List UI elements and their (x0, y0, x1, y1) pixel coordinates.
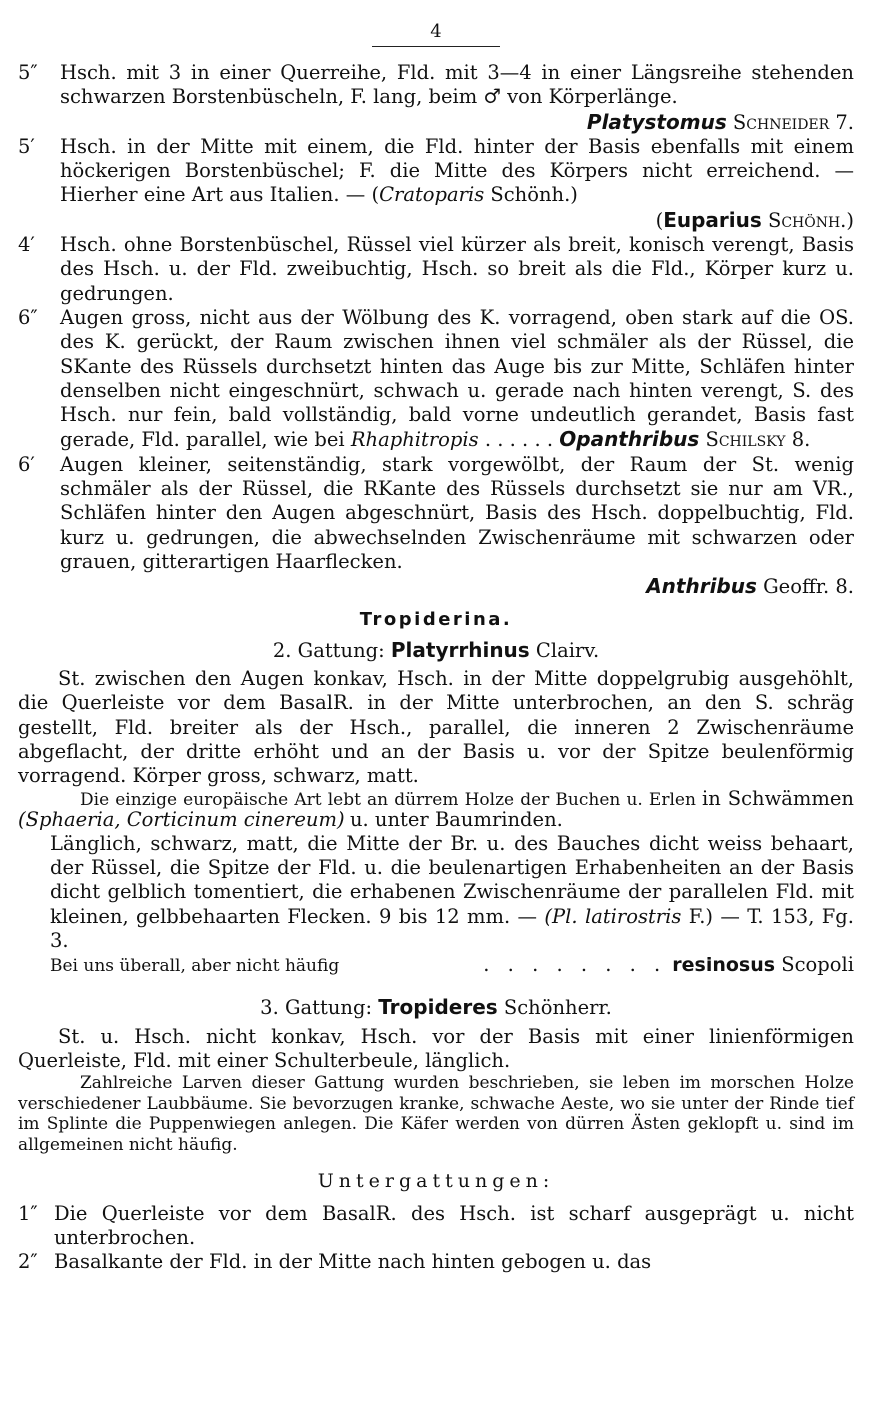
tribe-heading: Tropiderina. (359, 608, 513, 630)
header-rule (372, 46, 500, 47)
gattung-author: Schönherr. (503, 996, 612, 1020)
key-entry-5b (18, 135, 854, 208)
gattung-author: Clairv. (535, 638, 600, 662)
key-text: Augen gross, nicht aus der Wölbung des K. vorragend, oben stark auf die OS. des K. gerückt, der Raum zwischen ihnen viel schmäler als der Rüssel, die SKante des Rüssels durchsetzt hinten das Auge bis zur Mitte, Schläfen hinter denselben nicht eingeschnürt, schwach u. gerade nach hinten verengt, S. des Hsch. nur fein, bald vollständig, bald vorne undeutlich gerandet, Basis fast gerade, Fld. parallel, wie bei (60, 305, 854, 452)
key-entry-4b (18, 233, 854, 306)
subgenus-entry-2 (18, 1250, 854, 1274)
key-text: Die Querleiste vor dem BasalR. des Hsch. ist scharf ausgeprägt u. nicht unterbrochen. (54, 1201, 854, 1249)
note-cont2: u. unter Baumrinden. (349, 808, 563, 832)
key-text: Hsch. mit 3 in einer Querreihe, Fld. mit 3—4 in einer Längsreihe stehenden schwarzen Borstenbüscheln, F. lang, beim ♂ von Körperlänge. (60, 61, 854, 109)
gattung-name: Tropideres (378, 995, 498, 1020)
key-number: 5″ (18, 61, 38, 84)
key-number: 1″ (18, 1201, 38, 1225)
genus-name: Platystomus (586, 109, 727, 134)
genus-name: Euparius (663, 207, 762, 232)
note-cont: in Schwämmen (702, 786, 854, 810)
gattung-label: 3. Gattung: (260, 996, 373, 1020)
gattung-label: 2. Gattung: (272, 638, 385, 662)
key-number: 6″ (18, 305, 38, 329)
key-text: Basalkante der Fld. in der Mitte nach hinten gebogen u. das (54, 1250, 652, 1274)
genus-heading-platyrrhinus (18, 638, 854, 663)
key-text: Augen kleiner, seitenständig, stark vorgewölbt, der Raum der St. wenig schmäler als der Rüssel, die RKante des Rüssels durchsetzt sie nur am VR., Schläfen hinter den Augen abgeschnürt, Basis des Hsch. doppelbuchtig, Fld. kurz u. gedrungen, die abwechselnden Zwischenräume mit schwarzen oder grauen, gitterartigen Haarflecken. (60, 452, 854, 573)
key-entry-6b (18, 453, 854, 574)
compare-genus: Rhaphitropis (350, 428, 479, 452)
genus-ref: 8. (791, 428, 811, 452)
genus-name: Opanthribus (559, 427, 700, 452)
synonym-name: Cratoparis (379, 183, 485, 207)
subgenus-entry-1 (18, 1202, 854, 1251)
genus-description: St. u. Hsch. nicht konkav, Hsch. vor der Basis mit einer linienförmigen Querleiste, Fld. mit einer Schulterbeule, länglich. (18, 1024, 854, 1072)
key-number: 4′ (18, 233, 35, 257)
genus-author: Schilsky (705, 428, 786, 452)
synonym-author: Schönh.) (490, 183, 578, 207)
leader-dots: . . . . . . . . (483, 953, 667, 977)
note-hosts: (Sphaeria, Corticinum cinereum) (18, 808, 345, 832)
genus-ref: 7. (835, 110, 854, 134)
key-number: 2″ (18, 1250, 38, 1274)
genus-line-platystomus (18, 110, 854, 135)
key-entry-6a (18, 306, 854, 453)
gattung-name: Platyrrhinus (390, 637, 530, 662)
key-number: 6′ (18, 452, 35, 476)
species-synonym: (Pl. latirostris (544, 904, 682, 928)
species-author: Scopoli (781, 953, 854, 977)
distribution-text: Bei uns überall, aber nicht häufig (50, 956, 340, 977)
synonym-open: ( (371, 183, 380, 207)
key-text: Hsch. ohne Borstenbüschel, Rüssel viel kürzer als breit, konisch verengt, Basis des Hsch. u. der Fld. zweibuchtig, Hsch. so breit als die Fld., Körper kurz u. gedrungen. (60, 233, 854, 305)
species-line-resinosus (18, 953, 854, 977)
key-number: 5′ (18, 134, 35, 158)
species-description (18, 832, 854, 953)
key-text: Hsch. in der Mitte mit einem, die Fld. hinter der Basis ebenfalls mit einem höckerigen Borstenbüschel; F. die Mitte des Körpers nicht erreichend. — Hierher eine Art aus Italien. — (60, 134, 854, 207)
genus-author: Schneider (732, 110, 830, 134)
genus-line-anthribus (18, 574, 854, 599)
species-synonym-author: F.) (688, 904, 714, 928)
key-entry-5a (18, 61, 854, 110)
note-text: Die einzige europäische Art lebt an dürrem Holze der Buchen u. Erlen (80, 789, 696, 810)
genus-author: Schönh.) (767, 208, 854, 232)
subgenera-heading: Untergattungen: (317, 1170, 555, 1193)
genus-line-euparius (18, 208, 854, 233)
species-name: resinosus (672, 954, 776, 977)
leader-dots: . . . . . . (484, 428, 554, 452)
genus-name: Anthribus (646, 574, 757, 599)
genus-note (18, 786, 854, 832)
genus-description: St. zwischen den Augen konkav, Hsch. in der Mitte doppelgrubig ausgehöhlt, die Querleiste vor dem BasalR. in der Mitte unterbrochen, an den S. schräg gestellt, Fld. breiter als der Hsch., parallel, die inneren 2 Zwischenräume abgeflacht, der dritte erhöht und an der Basis u. vor der Spitze beulenförmig vorragend. Körper gross, schwarz, matt. (18, 667, 854, 788)
genus-ref: 8. (835, 575, 854, 599)
genus-heading-tropideres (18, 995, 854, 1020)
genus-note: Zahlreiche Larven dieser Gattung wurden beschrieben, sie leben im morschen Holze verschiedener Laubbäume. Sie bevorzugen kranke, schwache Aeste, wo sie unter der Rinde tief im Splinte die Puppenwiegen anlegen. Die Käfer werden von dürren Ästen geklopft u. sind im allgemeinen nicht häufig. (18, 1073, 854, 1155)
species-plate-ref: — T. 153, Fg. 3. (50, 904, 854, 952)
genus-author: Geoffr. (763, 575, 830, 599)
page-number: 4 (430, 21, 442, 42)
genus-open: ( (655, 208, 664, 232)
species-text: Länglich, schwarz, matt, die Mitte der Br. u. des Bauches dicht weiss behaart, der Rüssel, die Spitze der Fld. u. die beulenartigen Erhabenheiten an der Basis dicht gelblich tomentiert, die erhabenen Zwischenräume der parallelen Fld. mit kleinen, gelbbehaarten Flecken. 9 bis 12 mm. — (50, 831, 854, 928)
